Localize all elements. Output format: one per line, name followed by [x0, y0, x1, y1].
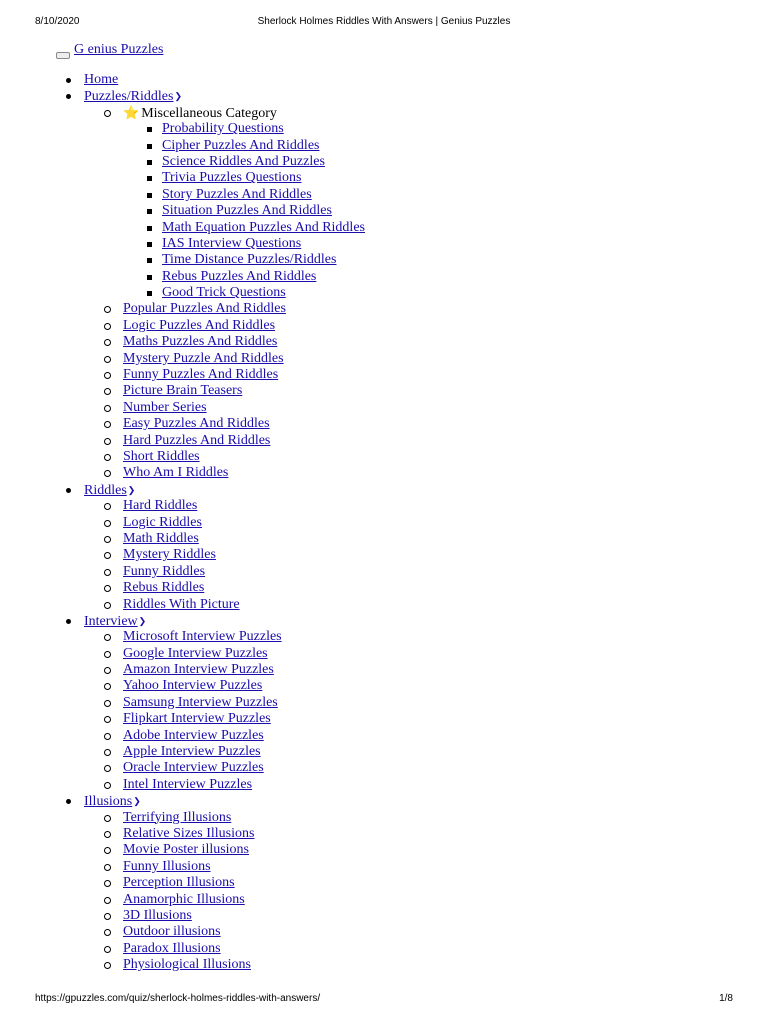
list-item — [0, 646, 768, 662]
riddles-submenu-link[interactable]: Logic Riddles — [123, 514, 202, 530]
list-item — [0, 564, 768, 580]
print-header — [35, 16, 733, 30]
list-item — [0, 351, 768, 367]
misc-category-list — [0, 121, 768, 301]
list-item — [0, 367, 768, 383]
interview-submenu-link[interactable]: Google Interview Puzzles — [123, 645, 268, 661]
puzzles-submenu — [0, 105, 768, 302]
illusions-submenu-link[interactable]: Relative Sizes Illusions — [123, 825, 255, 841]
list-item — [0, 711, 768, 727]
list-item — [0, 728, 768, 744]
list-item — [0, 842, 768, 858]
interview-submenu-link[interactable]: Apple Interview Puzzles — [123, 744, 261, 760]
puzzles-submenu-link[interactable]: Logic Puzzles And Riddles — [123, 317, 276, 333]
puzzles-submenu-link[interactable]: Short Riddles — [123, 448, 200, 464]
list-item — [0, 859, 768, 875]
misc-category-link[interactable]: Story Puzzles And Riddles — [162, 186, 312, 202]
star-icon: ⭐ — [123, 104, 140, 120]
list-item — [0, 318, 768, 334]
list-item — [0, 383, 768, 399]
misc-category-label: Miscellaneous Category — [141, 105, 277, 121]
interview-submenu-link[interactable]: Amazon Interview Puzzles — [123, 662, 274, 678]
list-item — [0, 760, 768, 776]
list-item — [0, 924, 768, 940]
misc-category-link[interactable]: Cipher Puzzles And Riddles — [162, 137, 320, 153]
chevron-down-icon[interactable]: ❯ — [138, 615, 147, 626]
interview-submenu — [0, 629, 768, 793]
puzzles-submenu-link[interactable]: Mystery Puzzle And Riddles — [123, 350, 284, 366]
puzzles-submenu-link[interactable]: Number Series — [123, 399, 207, 415]
list-item — [0, 170, 768, 186]
nav-item-puzzles — [0, 88, 768, 481]
illusions-submenu-link[interactable]: Paradox Illusions — [123, 940, 221, 956]
nav-puzzles-link[interactable]: Puzzles/Riddles — [84, 89, 174, 105]
puzzles-submenu-link[interactable]: Picture Brain Teasers — [123, 383, 243, 399]
print-footer — [35, 993, 733, 1007]
list-item — [0, 547, 768, 563]
main-navigation — [0, 72, 768, 973]
interview-submenu-link[interactable]: Adobe Interview Puzzles — [123, 727, 264, 743]
nav-item-interview — [0, 613, 768, 793]
misc-category-link[interactable]: Time Distance Puzzles/Riddles — [162, 252, 337, 268]
print-url: https://gpuzzles.com/quiz/sherlock-holmes-riddles-with-answers/ — [35, 993, 321, 1004]
chevron-down-icon[interactable]: ❯ — [127, 484, 136, 495]
list-item — [0, 285, 768, 301]
chevron-down-icon[interactable]: ❯ — [133, 796, 141, 807]
site-logo-link[interactable]: G enius Puzzles — [74, 42, 164, 57]
list-item — [0, 515, 768, 531]
list-item — [0, 465, 768, 481]
riddles-submenu-link[interactable]: Math Riddles — [123, 530, 199, 546]
riddles-submenu-link[interactable]: Funny Riddles — [123, 563, 206, 579]
list-item — [0, 810, 768, 826]
riddles-submenu-link[interactable]: Rebus Riddles — [123, 580, 205, 596]
list-item — [0, 875, 768, 891]
list-item — [0, 908, 768, 924]
list-item — [0, 269, 768, 285]
list-item — [0, 236, 768, 252]
list-item — [0, 400, 768, 416]
chevron-down-icon[interactable]: ❯ — [174, 91, 182, 102]
list-item — [0, 662, 768, 678]
list-item — [0, 531, 768, 547]
misc-category-link[interactable]: Good Trick Questions — [162, 285, 286, 301]
list-item — [0, 941, 768, 957]
puzzles-submenu-link[interactable]: Who Am I Riddles — [123, 465, 229, 481]
puzzles-submenu-link[interactable]: Popular Puzzles And Riddles — [123, 301, 286, 317]
puzzles-submenu-link[interactable]: Hard Puzzles And Riddles — [123, 432, 271, 448]
list-item — [0, 957, 768, 973]
puzzles-submenu-link[interactable]: Easy Puzzles And Riddles — [123, 416, 270, 432]
misc-category-link[interactable]: Situation Puzzles And Riddles — [162, 203, 332, 219]
misc-category-link[interactable]: Rebus Puzzles And Riddles — [162, 268, 317, 284]
interview-submenu-link[interactable]: Intel Interview Puzzles — [123, 776, 253, 792]
nav-item-illusions — [0, 793, 768, 973]
nav-menu — [0, 72, 768, 973]
illusions-submenu-link[interactable]: Outdoor illusions — [123, 924, 221, 940]
illusions-submenu — [0, 810, 768, 974]
menu-toggle-button[interactable] — [56, 52, 70, 59]
misc-category-link[interactable]: Math Equation Puzzles And Riddles — [162, 219, 365, 235]
list-item — [0, 138, 768, 154]
list-item — [0, 826, 768, 842]
illusions-submenu-link[interactable]: Perception Illusions — [123, 875, 235, 891]
list-item — [0, 187, 768, 203]
nav-item-home — [0, 72, 768, 88]
illusions-submenu-link[interactable]: Funny Illusions — [123, 858, 211, 874]
nav-home-link[interactable]: Home — [84, 72, 119, 87]
list-item — [0, 449, 768, 465]
list-item — [0, 154, 768, 170]
illusions-submenu-link[interactable]: Anamorphic Illusions — [123, 891, 245, 907]
list-item — [0, 678, 768, 694]
illusions-submenu-link[interactable]: 3D Illusions — [123, 907, 192, 923]
nav-interview-link[interactable]: Interview — [84, 613, 138, 629]
list-item — [0, 301, 768, 317]
nav-illusions-link[interactable]: Illusions — [84, 794, 133, 810]
misc-category-link[interactable]: Probability Questions — [162, 121, 284, 137]
list-item — [0, 121, 768, 137]
list-item — [0, 203, 768, 219]
list-item — [0, 498, 768, 514]
list-item — [0, 580, 768, 596]
list-item — [0, 252, 768, 268]
print-page-number: 1/8 — [719, 993, 733, 1004]
interview-submenu-link[interactable]: Microsoft Interview Puzzles — [123, 629, 282, 645]
list-item — [0, 629, 768, 645]
list-item — [0, 695, 768, 711]
nav-item-riddles — [0, 482, 768, 613]
list-item — [0, 334, 768, 350]
puzzles-submenu-link[interactable]: Maths Puzzles And Riddles — [123, 334, 278, 350]
puzzles-submenu-link[interactable]: Funny Puzzles And Riddles — [123, 367, 279, 383]
illusions-submenu-link[interactable]: Movie Poster illusions — [123, 842, 250, 858]
riddles-submenu — [0, 498, 768, 613]
list-item — [0, 744, 768, 760]
list-item — [0, 597, 768, 613]
list-item — [0, 433, 768, 449]
riddles-submenu-link[interactable]: Mystery Riddles — [123, 547, 216, 563]
print-date: 8/10/2020 — [35, 16, 80, 27]
interview-submenu-link[interactable]: Oracle Interview Puzzles — [123, 760, 264, 776]
puzzles-list — [0, 301, 768, 481]
list-item — [0, 777, 768, 793]
illusions-submenu-link[interactable]: Terrifying Illusions — [123, 809, 232, 825]
interview-submenu-link[interactable]: Samsung Interview Puzzles — [123, 694, 278, 710]
misc-category-link[interactable]: Science Riddles And Puzzles — [162, 153, 325, 169]
misc-category — [0, 105, 768, 302]
list-item — [0, 220, 768, 236]
list-item — [0, 892, 768, 908]
illusions-submenu-link[interactable]: Physiological Illusions — [123, 957, 251, 973]
interview-submenu-link[interactable]: Yahoo Interview Puzzles — [123, 678, 263, 694]
print-page-title: Sherlock Holmes Riddles With Answers | Genius Puzzles — [257, 16, 511, 27]
riddles-submenu-link[interactable]: Hard Riddles — [123, 498, 198, 514]
misc-category-link[interactable]: IAS Interview Questions — [162, 235, 302, 251]
list-item — [0, 416, 768, 432]
interview-submenu-link[interactable]: Flipkart Interview Puzzles — [123, 711, 271, 727]
nav-riddles-link[interactable]: Riddles — [84, 482, 127, 498]
riddles-submenu-link[interactable]: Riddles With Picture — [123, 596, 240, 612]
misc-category-link[interactable]: Trivia Puzzles Questions — [162, 170, 302, 186]
